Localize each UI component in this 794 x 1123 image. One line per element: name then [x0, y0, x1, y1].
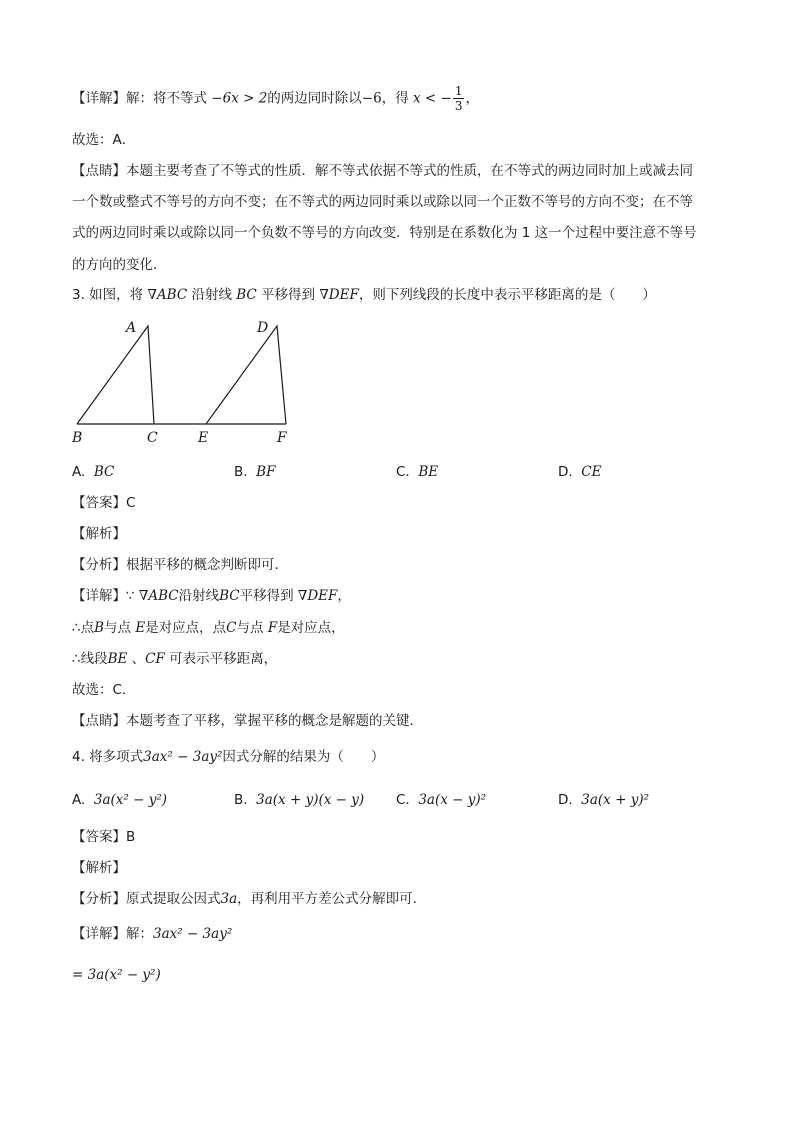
- label-b: B: [72, 430, 83, 446]
- q4-detail: 【详解】解：3ax² − 3ay²: [72, 926, 233, 942]
- label-d: D: [257, 320, 269, 336]
- q3-option-b[interactable]: B. BF: [234, 464, 276, 480]
- q3-detail-1: 【详解】∵ ∇ABC沿射线BC平移得到 ∇DEF，: [72, 588, 351, 604]
- q3-answer: 【答案】C: [72, 495, 136, 511]
- q3-note: 【点睛】本题考查了平移，掌握平移的概念是解题的关键．: [72, 713, 423, 729]
- q3-stem: 3. 如图，将 ∇ABC 沿射线 BC 平移得到 ∇DEF，则下列线段的长度中表示平移距离的是（ ）: [72, 287, 656, 303]
- q2-choose: 故选：A．: [72, 132, 136, 148]
- label-f: F: [277, 430, 287, 446]
- translation-figure: [72, 316, 302, 450]
- q4-answer: 【答案】B: [72, 829, 136, 845]
- q4-fenxi: 【分析】原式提取公因式3a，再利用平方差公式分解即可．: [72, 891, 427, 907]
- detail-tag: 【详解】: [72, 90, 126, 107]
- inequality: −6x > 2: [211, 90, 268, 107]
- label-a: A: [126, 320, 137, 336]
- q3-detail-2: ∴点B与点 E是对应点，点C与点 F是对应点，: [72, 620, 345, 636]
- q4-stem: 4. 将多项式3ax² − 3ay²因式分解的结果为（ ）: [72, 749, 385, 765]
- q2-detail-line: 【详解】解：将不等式 −6x > 2的两边同时除以−6，得 x < − $\frac{1}{3}$ ，: [72, 84, 479, 113]
- q4-step-2: = 3a(x² − y²): [72, 967, 161, 983]
- q4-option-b[interactable]: B. 3a(x + y)(x − y): [234, 792, 365, 808]
- q2-note-line-4: 的方向的变化．: [72, 257, 167, 273]
- q4-analysis-tag: 【解析】: [72, 860, 126, 876]
- q2-note-line-3: 式的两边同时乘以或除以同一个负数不等号的方向改变．特别是在系数化为 1 这一个过程中要注意不等号: [72, 225, 697, 241]
- q4-option-d[interactable]: D. 3a(x + y)²: [558, 792, 649, 808]
- q2-note-line-1: 【点睛】本题主要考查了不等式的性质．解不等式依据不等式的性质，在不等式的两边同时加上或减去同: [72, 163, 693, 179]
- q4-option-a[interactable]: A. 3a(x² − y²): [72, 792, 168, 808]
- q3-choose: 故选：C．: [72, 682, 136, 698]
- label-e: E: [198, 430, 209, 446]
- q3-detail-3: ∴线段BE 、CF 可表示平移距离，: [72, 651, 278, 667]
- q4-option-c[interactable]: C. 3a(x − y)²: [396, 792, 487, 808]
- q3-option-c[interactable]: C. BE: [396, 464, 439, 480]
- q3-fenxi: 【分析】根据平移的概念判断即可．: [72, 557, 288, 573]
- result: x < −: [413, 90, 452, 107]
- note-tag: 【点睛】: [72, 163, 126, 179]
- q3-option-d[interactable]: D. CE: [558, 464, 602, 480]
- label-c: C: [147, 430, 158, 446]
- q3-option-a[interactable]: A. BC: [72, 464, 115, 480]
- q2-note-line-2: 一个数或整式不等号的方向不变；在不等式的两边同时乘以或除以同一个正数不等号的方向不变；在不等: [72, 194, 693, 210]
- triangle-def: [206, 326, 286, 424]
- fraction: $\frac{1}{3}$: [454, 84, 463, 113]
- q3-analysis-tag: 【解析】: [72, 526, 126, 542]
- triangle-abc: [77, 326, 154, 424]
